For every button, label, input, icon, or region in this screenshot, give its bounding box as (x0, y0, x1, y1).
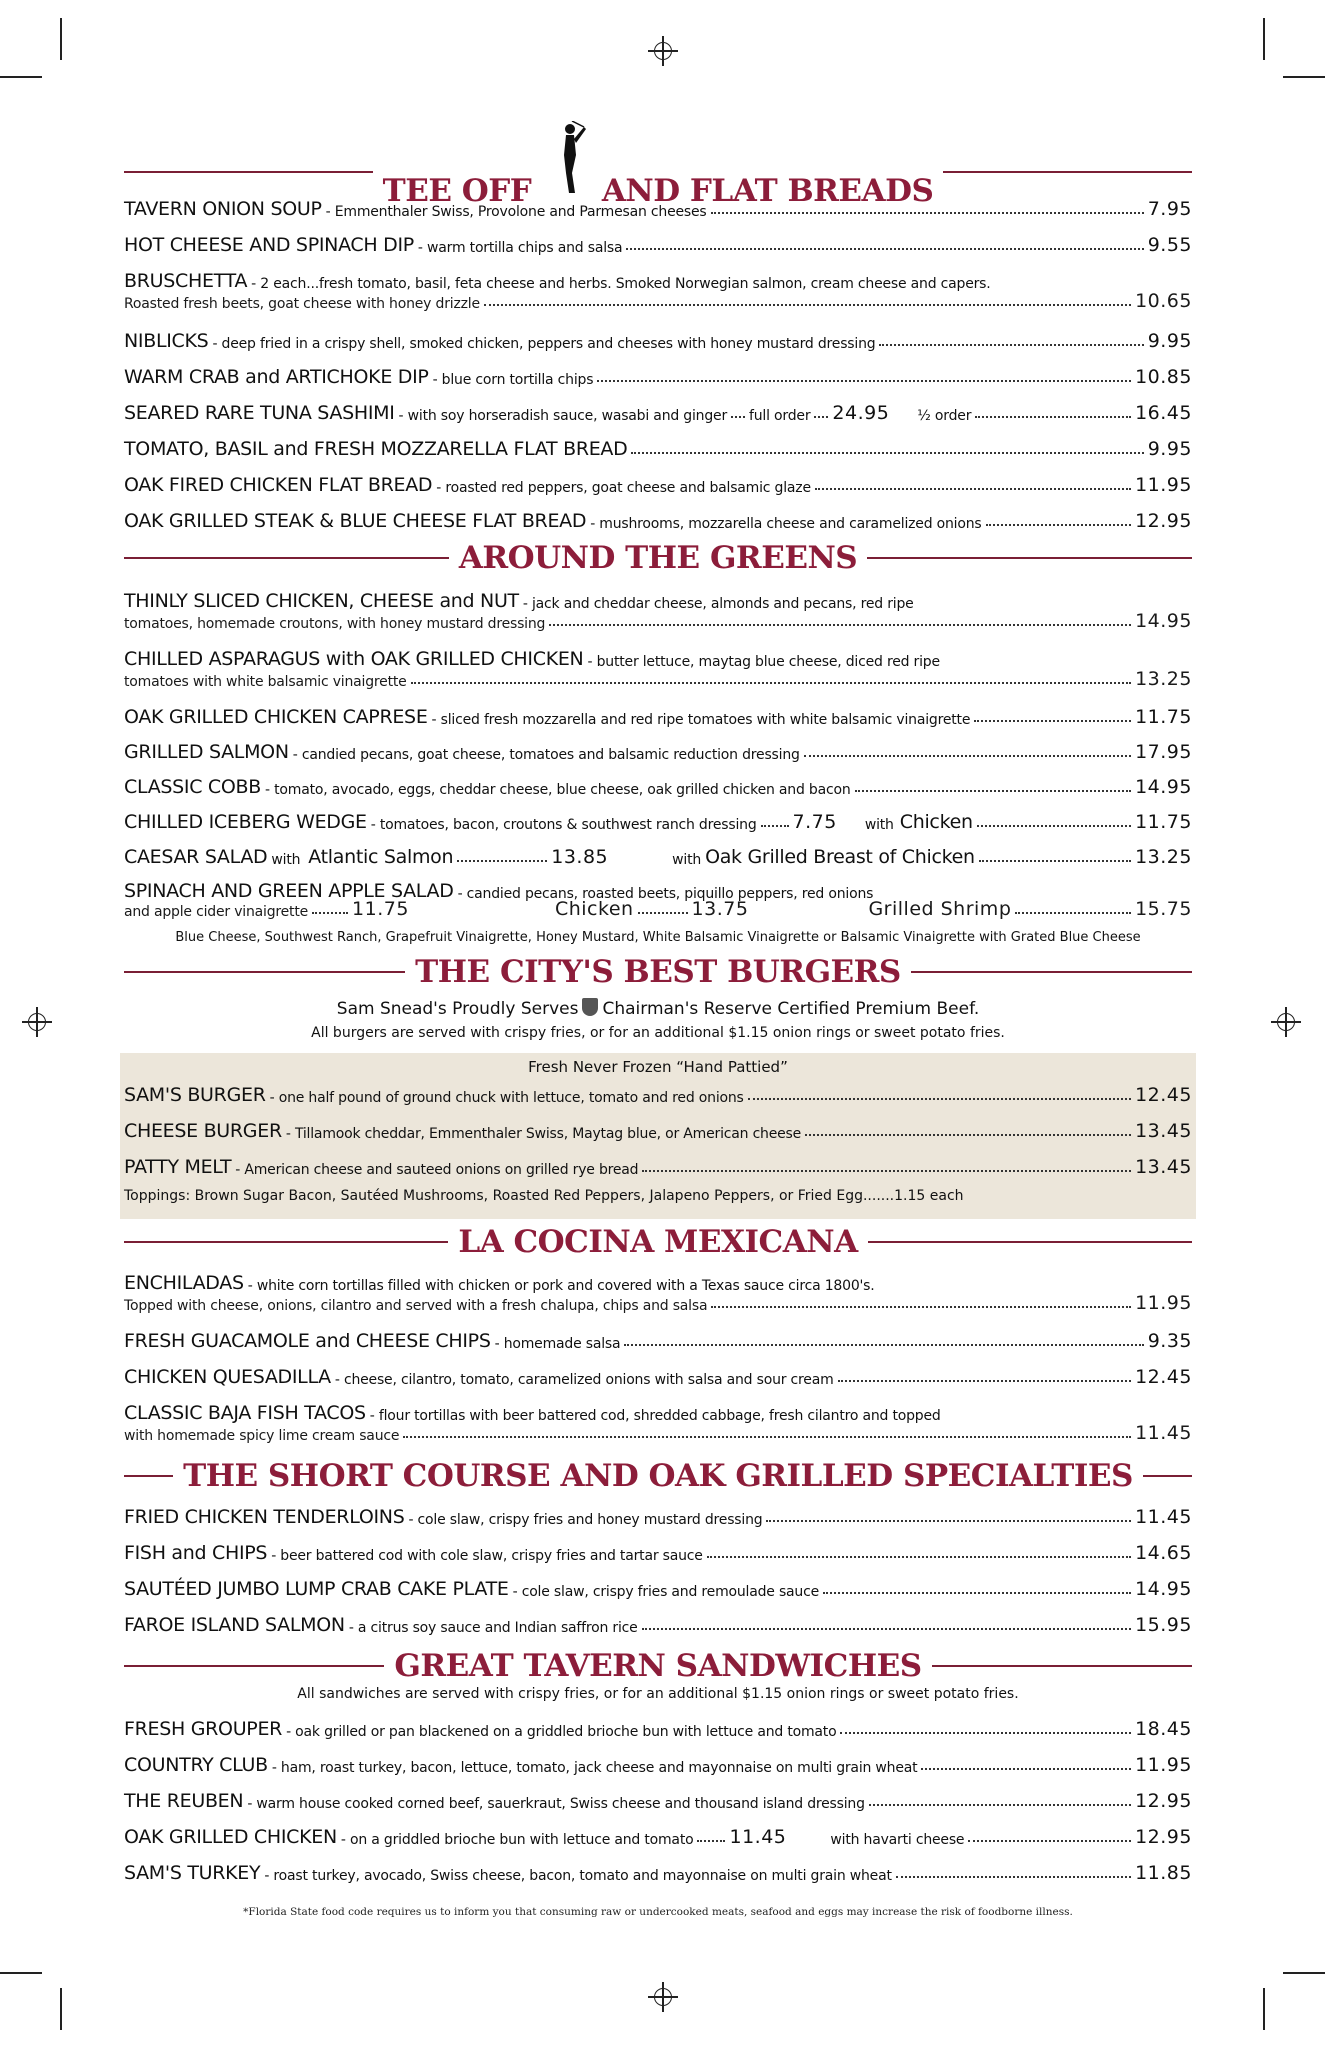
menu-item (124, 731, 1192, 763)
leader-dots (711, 1306, 1131, 1308)
leader-dots (823, 1592, 1131, 1594)
item-desc: - tomato, avocado, eggs, cheddar cheese, blue cheese, oak grilled chicken and bacon (265, 782, 851, 798)
item-desc: - cole slaw, crispy fries and honey mustard dressing (408, 1512, 763, 1528)
shield-icon (582, 998, 598, 1016)
item-name: THE REUBEN (124, 1790, 244, 1812)
item-desc: - a citrus soy sauce and Indian saffron rice (348, 1620, 638, 1636)
item-option-label: with (864, 817, 894, 833)
item-desc: Topped with cheese, onions, cilantro and served with a fresh chalupa, chips and salsa (124, 1298, 708, 1314)
header-rule (124, 971, 405, 973)
header-rule (911, 971, 1192, 973)
crop-mark (1283, 76, 1325, 78)
section-title: LA COCINA MEXICANA (458, 1224, 858, 1260)
item-name: OAK FIRED CHICKEN FLAT BREAD (124, 474, 433, 496)
item-price: 24.95 (832, 402, 890, 424)
item-desc: - cheese, cilantro, tomato, caramelized onions with salsa and sour cream (334, 1372, 834, 1388)
leader-dots (815, 488, 1131, 490)
item-price: 13.25 (1135, 846, 1192, 868)
menu-item (124, 1568, 1192, 1600)
menu-item (124, 1780, 1192, 1812)
menu-item (124, 392, 1192, 424)
section-title: AROUND THE GREENS (458, 540, 858, 576)
item-name: FRESH GROUPER (124, 1718, 283, 1740)
leader-dots (805, 1134, 1131, 1136)
tagline-text: Chairman's Reserve Certified Premium Beef. (602, 999, 980, 1019)
item-price: 9.55 (1147, 234, 1192, 256)
menu-item (124, 1146, 1192, 1178)
leader-dots (986, 524, 1132, 526)
menu-item (124, 1816, 1192, 1848)
item-name: CAESAR SALAD (124, 846, 268, 868)
item-price: 11.95 (1135, 1754, 1192, 1776)
item-price: 13.25 (1135, 668, 1192, 690)
item-price: 14.95 (1135, 1578, 1192, 1600)
section-title-part: TEE OFF (382, 173, 532, 209)
item-desc: - cole slaw, crispy fries and remoulade sauce (512, 1584, 820, 1600)
header-rule (932, 1665, 1192, 1667)
header-rule (124, 1241, 448, 1243)
leader-dots (597, 380, 1131, 382)
item-price: 18.45 (1135, 1718, 1192, 1740)
item-option-label: with (672, 852, 702, 868)
item-name: CLASSIC COBB (124, 776, 262, 798)
menu-item-continuation (124, 896, 1192, 920)
leader-dots (697, 1840, 725, 1842)
menu-item (124, 1744, 1192, 1776)
item-price: 9.35 (1147, 1330, 1192, 1352)
item-option: Chicken (899, 811, 973, 833)
item-desc: tomatoes with white balsamic vinaigrette (124, 674, 407, 690)
leader-dots (814, 416, 828, 418)
menu-item (124, 224, 1192, 256)
item-name: CHICKEN QUESADILLA (124, 1366, 331, 1388)
item-price: 7.75 (792, 811, 837, 833)
item-name: NIBLICKS (124, 330, 209, 352)
item-desc: - on a griddled brioche bun with lettuce and tomato (340, 1832, 694, 1848)
item-price: 14.65 (1135, 1542, 1192, 1564)
item-price: 11.95 (1135, 474, 1192, 496)
menu-item (124, 801, 1192, 833)
item-name: ENCHILADAS (124, 1272, 244, 1294)
leader-dots (624, 1344, 1143, 1346)
menu-item-continuation (124, 666, 1192, 690)
menu-item-continuation (124, 1290, 1192, 1314)
header-rule (867, 557, 1192, 559)
crop-mark (60, 1988, 62, 2030)
item-name: TOMATO, BASIL and FRESH MOZZARELLA FLAT BREAD (124, 438, 628, 460)
item-name: WARM CRAB and ARTICHOKE DIP (124, 366, 429, 388)
item-name: CHILLED ASPARAGUS with OAK GRILLED CHICKEN (124, 648, 584, 670)
section-title: THE SHORT COURSE AND OAK GRILLED SPECIALTIES (183, 1458, 1133, 1494)
item-name: CLASSIC BAJA FISH TACOS (124, 1402, 366, 1424)
item-desc: - sliced fresh mozzarella and red ripe tomatoes with white balsamic vinaigrette (431, 712, 971, 728)
item-name: COUNTRY CLUB (124, 1754, 268, 1776)
item-name: SAM'S BURGER (124, 1084, 266, 1106)
item-desc: - jack and cheddar cheese, almonds and pecans, red ripe (522, 596, 914, 612)
item-price: 11.45 (1135, 1422, 1192, 1444)
header-rule (124, 171, 373, 173)
item-desc: - oak grilled or pan blackened on a griddled brioche bun with lettuce and tomato (286, 1724, 837, 1740)
section-title: THE CITY'S BEST BURGERS (415, 954, 901, 990)
leader-dots (840, 1732, 1131, 1734)
burger-note: All burgers are served with crispy fries, or for an additional $1.15 onion rings or sweet potato fries. (311, 1025, 1005, 1041)
item-price: 12.95 (1135, 510, 1192, 532)
item-desc: - candied pecans, goat cheese, tomatoes and balsamic reduction dressing (292, 747, 800, 763)
menu-item (124, 1708, 1192, 1740)
item-option-label: full order (749, 408, 811, 424)
section-header-sandwiches (124, 1646, 1192, 1686)
item-desc: - one half pound of ground chuck with lettuce, tomato and red onions (269, 1090, 744, 1106)
item-desc: with homemade spicy lime cream sauce (124, 1428, 400, 1444)
item-name: TAVERN ONION SOUP (124, 198, 322, 220)
menu-item (124, 1320, 1192, 1352)
crop-mark (1283, 1972, 1325, 1974)
item-option: Oak Grilled Breast of Chicken (705, 846, 975, 868)
item-price: 13.85 (551, 846, 609, 868)
menu-item (124, 1532, 1192, 1564)
menu-item (124, 320, 1192, 352)
item-name: SEARED RARE TUNA SASHIMI (124, 402, 395, 424)
item-price: 11.45 (729, 1826, 787, 1848)
golfer-icon (542, 121, 592, 195)
item-desc: - homemade salsa (494, 1336, 621, 1352)
crop-mark (1263, 1988, 1265, 2030)
menu-item (124, 696, 1192, 728)
leader-dots (838, 1380, 1132, 1382)
leader-dots (979, 860, 1131, 862)
item-desc: - Tillamook cheddar, Emmenthaler Swiss, Maytag blue, or American cheese (285, 1126, 802, 1142)
item-price: 15.95 (1135, 1614, 1192, 1636)
item-price: 13.75 (691, 898, 749, 920)
item-price: 17.95 (1135, 741, 1192, 763)
item-price: 14.95 (1135, 610, 1192, 632)
leader-dots (977, 825, 1131, 827)
item-price: 11.45 (1135, 1506, 1192, 1528)
item-desc: - warm house cooked corned beef, sauerkraut, Swiss cheese and thousand island dressing (247, 1796, 865, 1812)
dressing-note: Blue Cheese, Southwest Ranch, Grapefruit Vinaigrette, Honey Mustard, White Balsamic Vinaigrette or Balsamic Vinaigrette with Grated Blue Cheese (175, 930, 1141, 945)
item-desc: - Emmenthaler Swiss, Provolone and Parmesan cheeses (325, 204, 707, 220)
item-option-label: with (271, 852, 301, 868)
item-name: THINLY SLICED CHICKEN, CHEESE and NUT (124, 590, 519, 612)
item-price: 13.45 (1135, 1156, 1192, 1178)
menu-item (124, 1110, 1192, 1142)
leader-dots (638, 912, 688, 914)
item-desc: - beer battered cod with cole slaw, crispy fries and tartar sauce (271, 1548, 703, 1564)
item-name: FAROE ISLAND SALMON (124, 1614, 345, 1636)
item-desc: - with soy horseradish sauce, wasabi and ginger (398, 408, 728, 424)
item-name: PATTY MELT (124, 1156, 232, 1178)
leader-dots (731, 416, 745, 418)
leader-dots (484, 304, 1131, 306)
item-desc: and apple cider vinaigrette (124, 904, 309, 920)
menu-item (124, 188, 1192, 220)
sandwich-note: All sandwiches are served with crispy fries, or for an additional $1.15 onion rings or sweet potato fries. (297, 1686, 1019, 1702)
leader-dots (921, 1768, 1131, 1770)
item-price: 11.75 (352, 898, 409, 920)
item-option: Atlantic Salmon (308, 846, 454, 868)
leader-dots (869, 1804, 1131, 1806)
tagline-text: Sam Snead's Proudly Serves (336, 999, 579, 1019)
section-header-short-course (124, 1456, 1192, 1496)
item-price: 16.45 (1135, 402, 1192, 424)
leader-dots (711, 212, 1144, 214)
item-desc: - blue corn tortilla chips (432, 372, 594, 388)
item-desc: - 2 each...fresh tomato, basil, feta cheese and herbs. Smoked Norwegian salmon, cream cheese and capers. (251, 276, 991, 292)
menu-item (124, 500, 1192, 532)
item-price: 13.45 (1135, 1120, 1192, 1142)
item-price: 11.75 (1135, 811, 1192, 833)
header-rule (1143, 1475, 1192, 1477)
item-name: HOT CHEESE AND SPINACH DIP (124, 234, 414, 256)
item-price: 7.95 (1147, 198, 1192, 220)
registration-mark (22, 1007, 52, 1037)
item-desc: - roasted red peppers, goat cheese and balsamic glaze (436, 480, 811, 496)
item-option: Chicken (554, 898, 634, 920)
leader-dots (766, 1520, 1131, 1522)
leader-dots (403, 1436, 1131, 1438)
leader-dots (855, 790, 1132, 792)
food-safety-footnote: *Florida State food code requires us to inform you that consuming raw or undercooked meats, seafood and eggs may increase the risk of foodborne illness. (243, 1906, 1073, 1918)
crop-mark (0, 76, 42, 78)
leader-dots (896, 1876, 1131, 1878)
burger-tagline (124, 998, 1192, 1019)
item-option: Grilled Shrimp (868, 898, 1012, 920)
item-name: BRUSCHETTA (124, 270, 248, 292)
menu-item-continuation (124, 608, 1192, 632)
item-desc: Roasted fresh beets, goat cheese with honey drizzle (124, 296, 480, 312)
crop-mark (0, 1972, 42, 1974)
item-price: 12.45 (1135, 1366, 1192, 1388)
menu-item (124, 766, 1192, 798)
item-price: 12.45 (1135, 1084, 1192, 1106)
leader-dots (974, 720, 1131, 722)
item-price: 12.95 (1135, 1790, 1192, 1812)
menu-item (124, 428, 1192, 460)
menu-item-continuation (124, 288, 1192, 312)
leader-dots (549, 624, 1131, 626)
item-price: 14.95 (1135, 776, 1192, 798)
section-header-greens (124, 538, 1192, 578)
leader-dots (312, 912, 348, 914)
burger-box-title: Fresh Never Frozen “Hand Pattied” (528, 1058, 788, 1076)
item-name: GRILLED SALMON (124, 741, 289, 763)
menu-item (124, 1852, 1192, 1884)
menu-item (124, 1604, 1192, 1636)
item-name: FRIED CHICKEN TENDERLOINS (124, 1506, 405, 1528)
item-desc: - ham, roast turkey, bacon, lettuce, tomato, jack cheese and mayonnaise on multi grain wheat (271, 1760, 918, 1776)
leader-dots (975, 416, 1131, 418)
leader-dots (968, 1840, 1131, 1842)
item-desc: - mushrooms, mozzarella cheese and caramelized onions (590, 516, 982, 532)
registration-mark (648, 36, 678, 66)
section-header-mexicana (124, 1222, 1192, 1262)
item-desc: - tomatoes, bacon, croutons & southwest ranch dressing (370, 817, 757, 833)
leader-dots (1015, 912, 1131, 914)
item-price: 10.65 (1135, 290, 1192, 312)
item-desc: tomatoes, homemade croutons, with honey mustard dressing (124, 616, 546, 632)
item-price: 11.75 (1135, 706, 1192, 728)
crop-mark (1263, 18, 1265, 60)
leader-dots (642, 1628, 1132, 1630)
header-rule (124, 1665, 384, 1667)
menu-item (124, 836, 1192, 868)
item-name: OAK GRILLED CHICKEN (124, 1826, 337, 1848)
section-title: GREAT TAVERN SANDWICHES (394, 1648, 922, 1684)
menu-item (124, 356, 1192, 388)
leader-dots (879, 344, 1143, 346)
item-name: OAK GRILLED CHICKEN CAPRESE (124, 706, 428, 728)
header-rule (868, 1241, 1192, 1243)
item-price: 12.95 (1135, 1826, 1192, 1848)
leader-dots (804, 755, 1131, 757)
item-price: 9.95 (1147, 330, 1192, 352)
item-price: 15.75 (1135, 898, 1192, 920)
item-desc: - butter lettuce, maytag blue cheese, diced red ripe (587, 654, 940, 670)
leader-dots (707, 1556, 1131, 1558)
crop-mark (60, 18, 62, 60)
registration-mark (1271, 1007, 1301, 1037)
item-price: 11.95 (1135, 1292, 1192, 1314)
header-rule (943, 171, 1192, 173)
leader-dots (761, 825, 789, 827)
item-price: 10.85 (1135, 366, 1192, 388)
item-desc: - flour tortillas with beer battered cod, shredded cabbage, fresh cilantro and topped (369, 1408, 941, 1424)
toppings-note: Toppings: Brown Sugar Bacon, Sautéed Mushrooms, Roasted Red Peppers, Jalapeno Peppers, or Fried Egg.......1.15 each (124, 1188, 964, 1204)
item-desc: - roast turkey, avocado, Swiss cheese, bacon, tomato and mayonnaise on multi grain wheat (264, 1868, 892, 1884)
item-name: OAK GRILLED STEAK & BLUE CHEESE FLAT BREAD (124, 510, 587, 532)
menu-item (124, 1356, 1192, 1388)
item-desc: - white corn tortillas filled with chicken or pork and covered with a Texas sauce circa 1800's. (247, 1278, 875, 1294)
menu-item (124, 1496, 1192, 1528)
leader-dots (457, 860, 547, 862)
leader-dots (411, 682, 1132, 684)
menu-item (124, 464, 1192, 496)
header-rule (124, 1475, 173, 1477)
item-desc: - deep fried in a crispy shell, smoked chicken, peppers and cheeses with honey mustard dressing (212, 336, 876, 352)
leader-dots (748, 1098, 1131, 1100)
item-name: SAUTÉED JUMBO LUMP CRAB CAKE PLATE (124, 1578, 509, 1600)
registration-mark (648, 1982, 678, 2012)
item-name: SAM'S TURKEY (124, 1862, 261, 1884)
header-rule (124, 557, 449, 559)
item-name: CHILLED ICEBERG WEDGE (124, 811, 367, 833)
item-name: CHEESE BURGER (124, 1120, 282, 1142)
leader-dots (626, 248, 1143, 250)
item-desc: - warm tortilla chips and salsa (417, 240, 623, 256)
section-header-burgers (124, 952, 1192, 992)
menu-item-continuation (124, 1420, 1192, 1444)
item-option-label: ½ order (917, 408, 972, 424)
leader-dots (631, 452, 1143, 454)
item-price: 9.95 (1147, 438, 1192, 460)
item-name: FRESH GUACAMOLE and CHEESE CHIPS (124, 1330, 491, 1352)
item-desc: - American cheese and sauteed onions on grilled rye bread (235, 1162, 639, 1178)
item-name: FISH and CHIPS (124, 1542, 268, 1564)
item-name: SPINACH AND GREEN APPLE SALAD (124, 880, 454, 902)
menu-item (124, 1074, 1192, 1106)
item-price: 11.85 (1135, 1862, 1192, 1884)
leader-dots (642, 1170, 1131, 1172)
section-title-part: AND FLAT BREADS (601, 173, 934, 209)
item-desc: - candied pecans, roasted beets, piquillo peppers, red onions (457, 886, 874, 902)
item-option-label: with havarti cheese (830, 1832, 965, 1848)
